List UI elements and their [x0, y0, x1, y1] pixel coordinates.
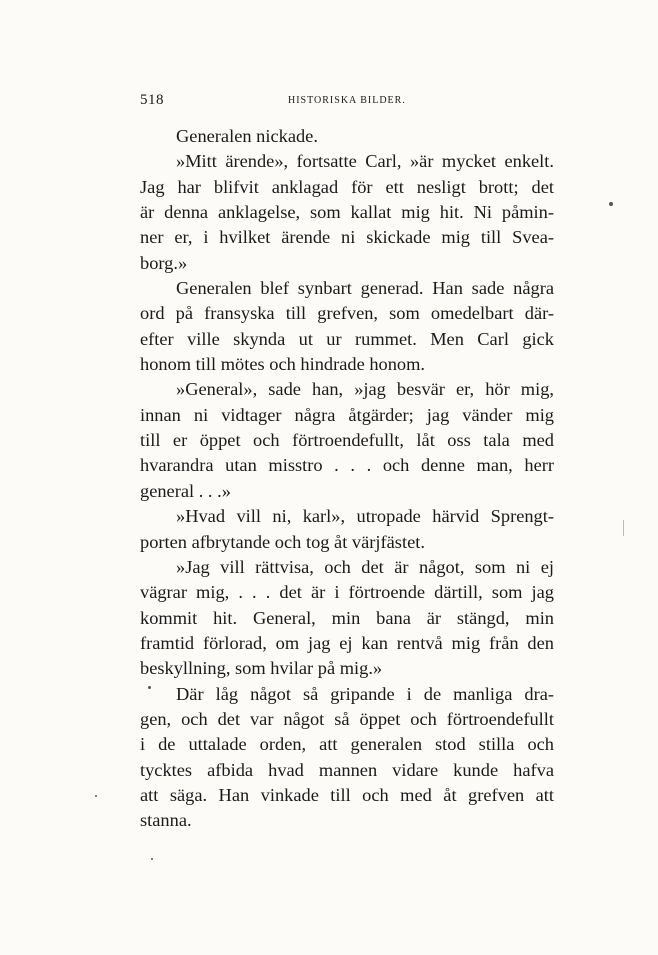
text-line: general . . .»: [140, 480, 231, 501]
paper-speck: [151, 858, 153, 860]
text-line: innan ni vidtager några åtgärder; jag vänder mig: [140, 404, 554, 425]
paper-speck: [148, 686, 151, 689]
text-line: Jag har blifvit anklagad för ett nesligt brott; det: [140, 176, 554, 197]
text-line: kommit hit. General, min bana är stängd, min: [140, 607, 554, 628]
text-line: tycktes afbida hvad mannen vidare kunde hafva: [140, 759, 554, 780]
text-line: ner er, i hvilket ärende ni skickade mig till Svea-: [140, 227, 554, 248]
text-line: är denna anklagelse, som kallat mig hit. Ni påmin-: [140, 202, 554, 223]
text-line: i de uttalade orden, att generalen stod stilla och: [140, 734, 554, 755]
text-line: stanna.: [140, 810, 192, 831]
paper-speck: [95, 795, 97, 797]
paper-speck: [623, 520, 624, 536]
body-text: [140, 124, 554, 834]
text-line: »Jag vill rättvisa, och det är något, som ni ej: [176, 556, 554, 577]
text-line: efter ville skynda ut ur rummet. Men Carl gick: [140, 328, 554, 349]
text-line: honom till mötes och hindrade honom.: [140, 354, 426, 375]
text-line: hvarandra utan misstro . . . och denne man, herr: [140, 455, 554, 476]
text-line: Generalen nickade.: [176, 126, 318, 146]
page-header: [140, 92, 554, 112]
text-line: att säga. Han vinkade till och med åt grefven att: [140, 784, 554, 805]
text-line: »Hvad vill ni, karl», utropade härvid Sprengt-: [176, 506, 554, 527]
text-line: beskyllning, som hvilar på mig.»: [140, 658, 383, 679]
text-line: ord på fransyska till grefven, som omedelbart där-: [140, 303, 554, 324]
text-line: Generalen blef synbart generad. Han sade några: [176, 278, 554, 299]
text-line: vägrar mig, . . . det är i förtroende därtill, som jag: [140, 582, 554, 603]
text-line: gen, och det var något så öppet och förtroendefullt: [140, 708, 554, 729]
text-line: borg.»: [140, 252, 188, 273]
text-line: »Mitt ärende», fortsatte Carl, »är mycket enkelt.: [176, 151, 554, 172]
page-number: 518: [140, 92, 164, 108]
text-line: till er öppet och förtroendefullt, låt oss tala med: [140, 430, 554, 451]
text-line: »General», sade han, »jag besvär er, hör mig,: [176, 379, 554, 400]
text-line: porten afbrytande och tog åt värjfästet.: [140, 531, 425, 552]
text-line: Där låg något så gripande i de manliga dra-: [176, 683, 554, 704]
running-head: HISTORISKA BILDER.: [288, 95, 406, 106]
text-line: framtid förlorad, om jag ej kan rentvå mig från den: [140, 632, 554, 653]
paper-speck: [609, 202, 613, 206]
